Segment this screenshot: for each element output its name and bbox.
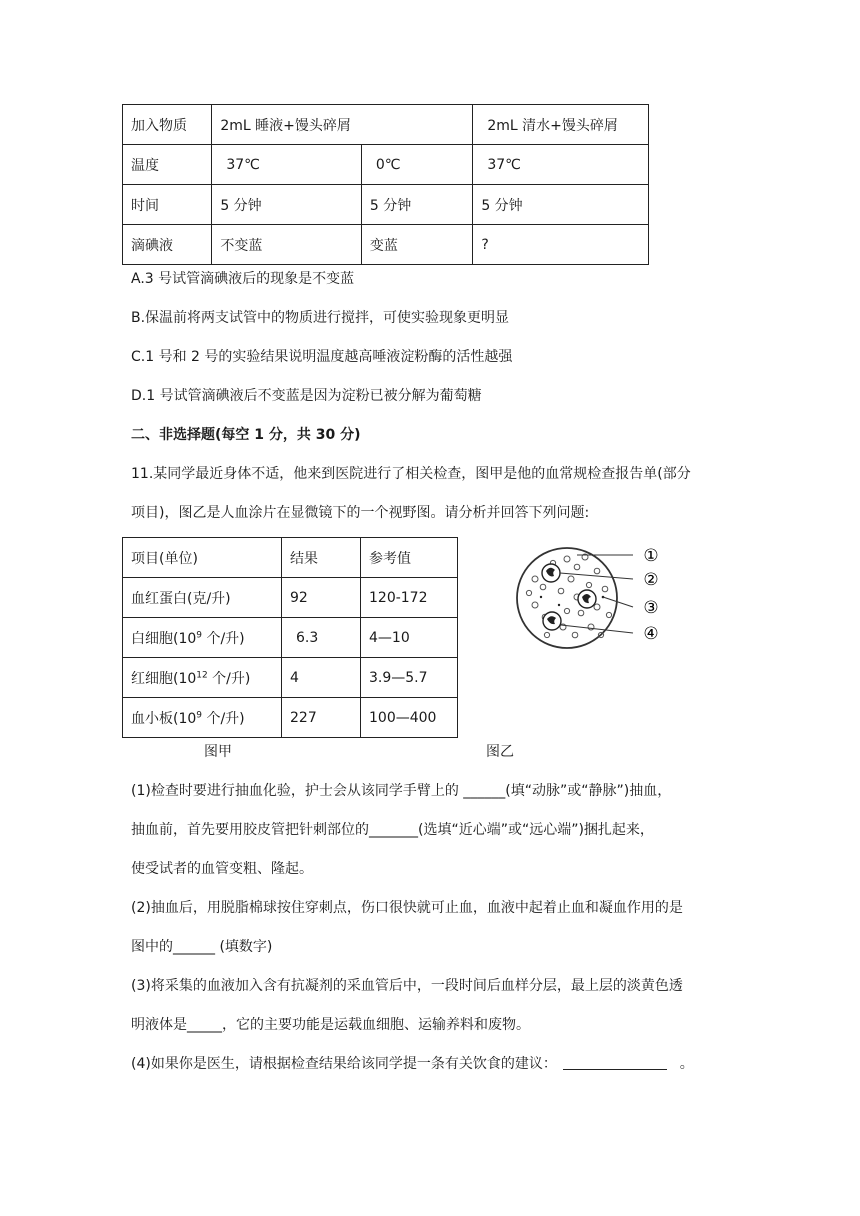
option-d: D.1 号试管滴碘液后不变蓝是因为淀粉已被分解为葡萄糖 [131,388,482,404]
question-4-end: 。 [679,1056,694,1072]
label-4: ④ [643,624,659,644]
table-cell: 不变蓝 [212,225,362,265]
exponent: 9 [196,629,203,640]
table-row [123,105,649,145]
table-cell: 0℃ [361,145,472,185]
table-cell: 5 分钟 [212,185,362,225]
question-3-line1: (3)将采集的血液加入含有抗凝剂的采血管后中，一段时间后血样分层，最上层的淡黄色透 [131,978,683,994]
table-cell: ? [473,225,649,265]
blood-report-table [122,537,458,738]
question-11-line2: 项目)，图乙是人血涂片在显微镜下的一个视野图。请分析并回答下列问题: [131,505,590,521]
cell-text: 个/升) [202,630,245,647]
question-1-line1: (1)检查时要进行抽血化验，护士会从该同学手臂上的 ______(填“动脉”或“静脉”)抽血， [131,783,672,799]
table-cell: 滴碘液 [123,225,212,265]
question-1-line3: 使受试者的血管变粗、隆起。 [131,861,313,877]
table-row [123,698,458,738]
table-cell: 项目(单位) [123,538,282,578]
table-cell: 加入物质 [123,105,212,145]
question-2-line1: (2)抽血后，用脱脂棉球按住穿刺点，伤口很快就可止血，血液中起着止血和凝血作用的是 [131,900,683,916]
exponent: 12 [196,669,208,680]
table-row [123,185,649,225]
table-cell: 结果 [282,538,361,578]
table-cell: 参考值 [361,538,458,578]
table-cell [123,698,282,738]
table-row [123,618,458,658]
option-b: B.保温前将两支试管中的物质进行搅拌，可使实验现象更明显 [131,310,510,326]
option-a: A.3 号试管滴碘液后的现象是不变蓝 [131,271,355,287]
table-row [123,658,458,698]
caption-figure-b: 图乙 [486,744,514,760]
cell-text: 红细胞(10 [131,670,197,687]
table-cell [123,618,282,658]
table-cell: 4—10 [361,618,458,658]
table-row [123,538,458,578]
cell-text: 个/升) [207,670,251,687]
table-cell: 227 [282,698,361,738]
table-cell: 5 分钟 [473,185,649,225]
caption-figure-a: 图甲 [204,744,232,760]
cell-text: 白细胞(10 [131,630,197,647]
table-cell: 37℃ [473,145,649,185]
table-cell: 2mL 睡液+馒头碎屑 [212,105,473,145]
table-cell: 92 [282,578,361,618]
table-cell: 6.3 [282,618,361,658]
answer-blank [563,1055,667,1070]
table-cell [123,658,282,698]
table-cell: 3.9—5.7 [361,658,458,698]
table-cell: 2mL 清水+馒头碎屑 [473,105,649,145]
cell-text: 血小板(10 [131,710,197,727]
question-1-line2: 抽血前，首先要用胶皮管把针刺部位的_______(选填“近心端”或“远心端”)捆扎起来， [131,822,654,838]
question-3-line2: 明液体是_____，它的主要功能是运载血细胞、运输养料和废物。 [131,1017,530,1033]
exponent: 9 [196,709,203,720]
question-2-line2: 图中的______ (填数字) [131,939,273,955]
cell-text: 个/升) [202,710,245,727]
question-4-text: (4)如果你是医生，请根据检查结果给该同学提一条有关饮食的建议： [131,1056,557,1072]
blood-smear-figure [505,535,675,665]
experiment-table [122,104,649,265]
section-title: 二、非选择题(每空 1 分，共 30 分) [131,427,361,443]
label-2: ② [643,570,659,590]
table-cell: 变蓝 [361,225,472,265]
table-row [123,225,649,265]
label-3: ③ [643,598,659,618]
table-cell: 100—400 [361,698,458,738]
table-cell: 时间 [123,185,212,225]
table-row [123,145,649,185]
label-1: ① [643,546,659,566]
option-c: C.1 号和 2 号的实验结果说明温度越高唾液淀粉酶的活性越强 [131,349,513,365]
table-cell: 120-172 [361,578,458,618]
table-cell: 5 分钟 [361,185,472,225]
question-4-line1 [131,1053,694,1073]
table-cell: 温度 [123,145,212,185]
table-cell: 4 [282,658,361,698]
table-cell: 血红蛋白(克/升) [123,578,282,618]
question-11-line1: 11.某同学最近身体不适，他来到医院进行了相关检查，图甲是他的血常规检查报告单(部分 [131,466,691,482]
table-cell: 37℃ [212,145,362,185]
table-row [123,578,458,618]
